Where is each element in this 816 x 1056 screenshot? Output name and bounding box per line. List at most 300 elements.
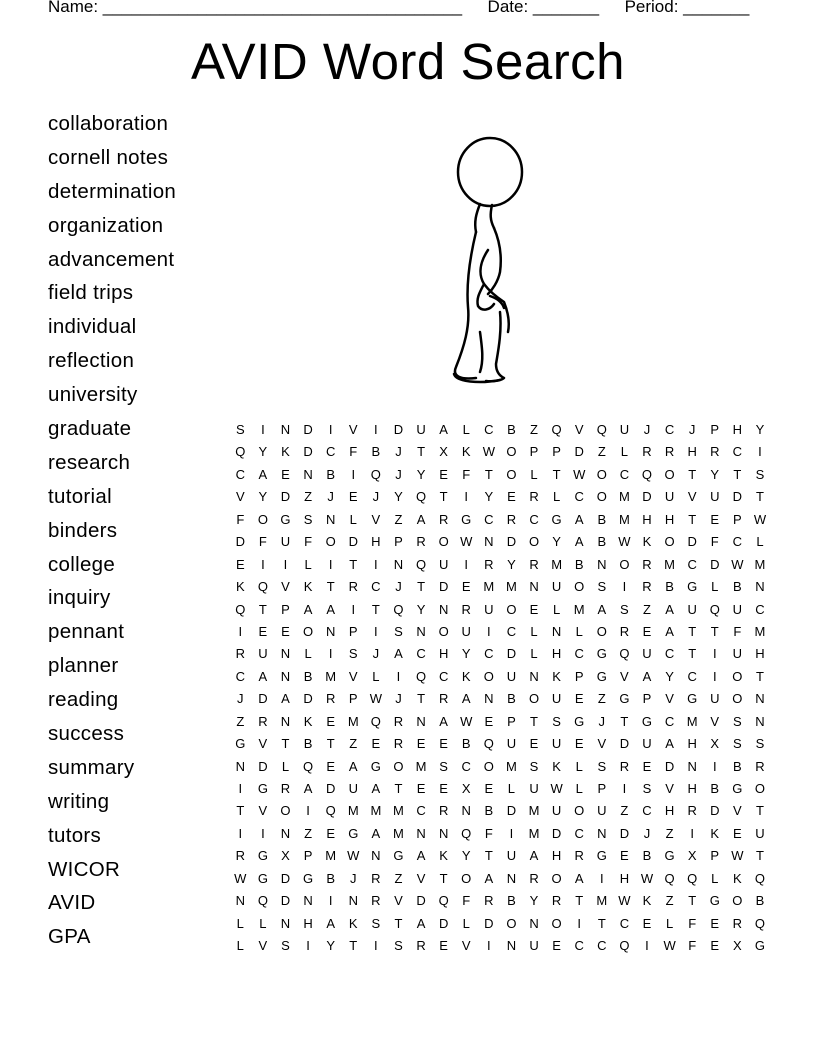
grid-letter: D bbox=[642, 489, 652, 505]
grid-letter: K bbox=[439, 848, 448, 864]
grid-letter: V bbox=[258, 803, 268, 819]
grid-letter: B bbox=[507, 893, 516, 909]
grid-letter: E bbox=[326, 825, 335, 841]
grid-letter: N bbox=[325, 511, 336, 527]
grid-letter: R bbox=[710, 444, 720, 460]
grid-letter: P bbox=[597, 781, 607, 796]
grid-letter: G bbox=[235, 736, 246, 752]
grid-letter: F bbox=[236, 511, 245, 527]
grid-letter: M bbox=[618, 511, 630, 527]
grid-letter: M bbox=[528, 825, 540, 841]
grid-letter: J bbox=[395, 691, 402, 707]
grid-letter: G bbox=[709, 893, 720, 909]
grid-letter: O bbox=[574, 803, 585, 819]
grid-letter: A bbox=[303, 601, 313, 617]
grid-letter: C bbox=[664, 646, 675, 662]
grid-letter: E bbox=[574, 736, 584, 752]
grid-letter: Q bbox=[754, 870, 766, 886]
grid-letter: Z bbox=[665, 825, 674, 841]
grid-letter: O bbox=[551, 870, 562, 886]
grid-letter: O bbox=[438, 534, 449, 550]
grid-letter: Q bbox=[257, 893, 268, 909]
grid-letter: I bbox=[374, 556, 378, 572]
grid-letter: C bbox=[574, 938, 584, 954]
grid-letter: B bbox=[574, 556, 584, 572]
grid-letter: A bbox=[258, 668, 268, 684]
grid-letter: G bbox=[551, 511, 562, 527]
grid-row bbox=[229, 533, 771, 555]
grid-letter: O bbox=[506, 915, 517, 931]
word-list-item: advancement bbox=[48, 247, 175, 271]
grid-letter: N bbox=[416, 825, 426, 841]
grid-letter: P bbox=[710, 848, 720, 864]
grid-letter: V bbox=[348, 422, 358, 437]
grid-letter: O bbox=[438, 623, 449, 639]
grid-letter: I bbox=[622, 781, 627, 796]
grid-letter: Q bbox=[709, 601, 720, 617]
grid-letter: H bbox=[664, 803, 675, 819]
grid-letter: G bbox=[257, 870, 268, 886]
grid-letter: U bbox=[280, 534, 291, 550]
grid-letter: D bbox=[732, 489, 743, 505]
grid-letter: A bbox=[574, 511, 584, 527]
grid-letter: Q bbox=[754, 915, 766, 931]
grid-letter: M bbox=[347, 803, 359, 819]
grid-letter: I bbox=[374, 422, 378, 437]
grid-letter: F bbox=[258, 534, 267, 550]
grid-letter: G bbox=[732, 781, 743, 796]
grid-letter: J bbox=[395, 444, 402, 460]
grid-letter: O bbox=[574, 579, 585, 595]
grid-letter: D bbox=[506, 534, 517, 550]
grid-letter: S bbox=[529, 758, 539, 774]
grid-letter: N bbox=[280, 713, 291, 729]
grid-letter: G bbox=[303, 870, 314, 886]
grid-letter: E bbox=[529, 736, 539, 752]
grid-letter: D bbox=[303, 691, 313, 707]
grid-letter: N bbox=[529, 668, 539, 684]
grid-row bbox=[229, 870, 771, 892]
grid-letter: I bbox=[464, 489, 469, 505]
grid-letter: N bbox=[597, 556, 607, 572]
grid-letter: Q bbox=[370, 466, 381, 482]
grid-letter: B bbox=[755, 893, 765, 909]
grid-row bbox=[229, 556, 771, 578]
grid-letter: M bbox=[325, 668, 337, 684]
grid-letter: U bbox=[687, 601, 697, 617]
grid-letter: A bbox=[371, 825, 381, 841]
grid-letter: S bbox=[755, 736, 765, 752]
grid-letter: L bbox=[304, 556, 312, 572]
grid-letter: B bbox=[484, 803, 494, 819]
grid-letter: Z bbox=[394, 870, 403, 886]
grid-letter: S bbox=[394, 938, 403, 954]
grid-letter: H bbox=[732, 422, 743, 437]
grid-letter: L bbox=[575, 781, 583, 796]
grid-letter: T bbox=[236, 803, 245, 819]
grid-letter: N bbox=[303, 893, 313, 909]
grid-letter: A bbox=[326, 915, 335, 931]
grid-letter: N bbox=[438, 601, 449, 617]
grid-letter: M bbox=[483, 579, 495, 595]
grid-letter: E bbox=[620, 848, 629, 864]
grid-letter: O bbox=[506, 444, 517, 460]
grid-letter: Q bbox=[235, 444, 246, 460]
grid-letter: N bbox=[416, 623, 426, 639]
grid-letter: H bbox=[687, 444, 697, 460]
word-list-item: field trips bbox=[48, 281, 134, 305]
grid-letter: I bbox=[464, 556, 469, 572]
grid-letter: Q bbox=[551, 422, 562, 437]
grid-letter: A bbox=[574, 534, 584, 550]
grid-letter: E bbox=[574, 691, 584, 707]
grid-letter: A bbox=[371, 781, 381, 796]
grid-letter: Q bbox=[619, 646, 630, 662]
grid-letter: C bbox=[755, 601, 765, 617]
grid-letter: T bbox=[688, 893, 697, 909]
grid-letter: V bbox=[665, 781, 674, 796]
grid-letter: V bbox=[687, 489, 697, 505]
grid-letter: N bbox=[687, 758, 697, 774]
grid-letter: K bbox=[552, 758, 561, 774]
grid-letter: Q bbox=[370, 713, 381, 729]
grid-letter: R bbox=[416, 938, 426, 954]
grid-letter: S bbox=[733, 736, 742, 752]
grid-letter: B bbox=[597, 511, 607, 527]
grid-letter: E bbox=[552, 938, 561, 954]
grid-letter: E bbox=[258, 623, 268, 639]
grid-letter: Y bbox=[461, 848, 471, 864]
grid-letter: I bbox=[374, 938, 378, 954]
grid-letter: C bbox=[732, 444, 743, 460]
grid-letter: F bbox=[349, 444, 358, 460]
grid-letter: D bbox=[506, 803, 517, 819]
grid-letter: E bbox=[529, 601, 539, 617]
grid-letter: A bbox=[348, 758, 358, 774]
grid-letter: U bbox=[619, 422, 630, 437]
word-list-item: tutorial bbox=[48, 484, 112, 508]
grid-letter: I bbox=[487, 623, 491, 639]
grid-letter: I bbox=[712, 646, 717, 662]
grid-letter: Q bbox=[415, 489, 427, 505]
grid-letter: V bbox=[416, 870, 426, 886]
grid-letter: M bbox=[596, 893, 608, 909]
grid-letter: I bbox=[261, 422, 265, 437]
grid-letter: U bbox=[551, 579, 562, 595]
word-list-item: success bbox=[48, 722, 125, 746]
grid-letter: R bbox=[484, 556, 494, 572]
grid-row bbox=[229, 645, 771, 667]
grid-row bbox=[229, 668, 771, 690]
grid-letter: I bbox=[599, 870, 604, 886]
grid-letter: L bbox=[620, 444, 628, 460]
grid-letter: J bbox=[395, 579, 402, 595]
grid-letter: E bbox=[642, 915, 652, 931]
grid-letter: J bbox=[327, 489, 334, 505]
grid-letter: D bbox=[303, 422, 313, 437]
grid-letter: C bbox=[574, 646, 584, 662]
grid-letter: G bbox=[461, 511, 472, 527]
grid-letter: T bbox=[439, 870, 448, 886]
grid-letter: C bbox=[664, 422, 675, 437]
grid-letter: T bbox=[755, 803, 764, 819]
grid-letter: D bbox=[393, 422, 404, 437]
grid-letter: P bbox=[348, 691, 358, 707]
grid-letter: E bbox=[281, 466, 290, 482]
grid-letter: D bbox=[574, 444, 584, 460]
grid-letter: H bbox=[438, 646, 449, 662]
grid-letter: U bbox=[664, 489, 675, 505]
grid-letter: C bbox=[687, 556, 697, 572]
grid-letter: C bbox=[371, 579, 381, 595]
grid-letter: Y bbox=[258, 444, 268, 460]
grid-letter: I bbox=[645, 938, 649, 954]
grid-letter: U bbox=[551, 691, 562, 707]
grid-letter: Q bbox=[461, 825, 472, 841]
grid-letter: N bbox=[235, 893, 245, 909]
grid-letter: C bbox=[529, 511, 539, 527]
grid-letter: J bbox=[688, 422, 696, 437]
grid-letter: R bbox=[529, 556, 539, 572]
grid-row bbox=[229, 825, 771, 847]
grid-letter: T bbox=[394, 781, 403, 796]
grid-letter: W bbox=[369, 691, 382, 707]
word-list-item: university bbox=[48, 383, 138, 407]
grid-letter: B bbox=[665, 579, 674, 595]
grid-letter: R bbox=[235, 646, 245, 662]
grid-letter: R bbox=[642, 579, 652, 595]
grid-letter: U bbox=[258, 646, 268, 662]
grid-letter: C bbox=[642, 803, 652, 819]
grid-letter: V bbox=[394, 893, 403, 909]
grid-letter: R bbox=[416, 534, 426, 550]
grid-letter: P bbox=[507, 713, 516, 729]
grid-letter: G bbox=[596, 646, 607, 662]
grid-letter: D bbox=[619, 825, 630, 841]
grid-letter: A bbox=[439, 422, 448, 437]
grid-letter: L bbox=[530, 466, 538, 482]
grid-letter: E bbox=[710, 915, 720, 931]
grid-letter: T bbox=[349, 938, 358, 954]
grid-letter: L bbox=[711, 870, 719, 886]
grid-letter: T bbox=[710, 623, 719, 639]
grid-row bbox=[229, 511, 771, 533]
grid-letter: B bbox=[507, 422, 516, 437]
grid-letter: U bbox=[642, 736, 652, 752]
grid-letter: A bbox=[326, 601, 335, 617]
grid-letter: N bbox=[280, 825, 291, 841]
grid-letter: Z bbox=[236, 713, 245, 729]
grid-letter: D bbox=[710, 803, 720, 819]
grid-letter: W bbox=[482, 444, 495, 460]
grid-letter: N bbox=[416, 713, 426, 729]
grid-letter: C bbox=[438, 668, 449, 684]
grid-letter: E bbox=[416, 736, 426, 752]
grid-letter: L bbox=[462, 422, 470, 437]
word-list-item: college bbox=[48, 552, 116, 576]
grid-letter: R bbox=[325, 691, 336, 707]
grid-letter: M bbox=[551, 556, 563, 572]
grid-row bbox=[229, 466, 771, 488]
grid-letter: H bbox=[664, 511, 675, 527]
grid-letter: A bbox=[439, 713, 448, 729]
grid-letter: Y bbox=[326, 938, 335, 954]
grid-letter: R bbox=[258, 713, 268, 729]
grid-letter: Y bbox=[552, 534, 561, 550]
grid-letter: I bbox=[396, 668, 401, 684]
grid-letter: V bbox=[574, 422, 584, 437]
name-field-label: Name: ______________________________________ bbox=[48, 0, 463, 16]
grid-letter: N bbox=[280, 422, 291, 437]
grid-letter: K bbox=[552, 668, 561, 684]
grid-letter: R bbox=[348, 579, 358, 595]
grid-letter: R bbox=[235, 848, 245, 864]
grid-letter: W bbox=[573, 466, 586, 482]
grid-letter: G bbox=[687, 579, 698, 595]
grid-letter: T bbox=[417, 579, 426, 595]
grid-letter: E bbox=[371, 736, 381, 752]
grid-letter: V bbox=[461, 938, 471, 954]
grid-letter: E bbox=[281, 623, 290, 639]
grid-letter: C bbox=[619, 915, 630, 931]
grid-letter: I bbox=[328, 422, 333, 437]
grid-letter: Z bbox=[620, 803, 629, 819]
grid-letter: R bbox=[438, 691, 449, 707]
grid-letter: Z bbox=[349, 736, 358, 752]
grid-letter: Q bbox=[415, 556, 427, 572]
grid-letter: H bbox=[642, 511, 652, 527]
grid-letter: U bbox=[484, 601, 494, 617]
grid-letter: S bbox=[235, 422, 245, 437]
grid-letter: W bbox=[731, 848, 744, 864]
grid-letter: Q bbox=[257, 579, 268, 595]
grid-letter: R bbox=[393, 736, 404, 752]
grid-letter: F bbox=[710, 534, 719, 550]
grid-letter: P bbox=[574, 668, 584, 684]
grid-letter: I bbox=[328, 556, 333, 572]
grid-letter: R bbox=[393, 713, 404, 729]
grid-letter: X bbox=[281, 848, 290, 864]
grid-letter: C bbox=[235, 466, 245, 482]
grid-letter: O bbox=[528, 534, 540, 550]
grid-letter: L bbox=[711, 579, 719, 595]
grid-letter: I bbox=[487, 938, 491, 954]
grid-letter: Q bbox=[325, 803, 336, 819]
grid-letter: M bbox=[415, 758, 427, 774]
grid-letter: G bbox=[348, 825, 359, 841]
word-list-item: determination bbox=[48, 179, 177, 203]
grid-letter: S bbox=[439, 758, 448, 774]
grid-letter: C bbox=[484, 646, 494, 662]
grid-letter: N bbox=[438, 825, 449, 841]
grid-letter: A bbox=[303, 781, 313, 796]
word-list bbox=[48, 110, 176, 957]
grid-letter: J bbox=[372, 646, 380, 662]
grid-letter: G bbox=[280, 511, 291, 527]
grid-letter: T bbox=[484, 466, 493, 482]
grid-letter: B bbox=[507, 691, 516, 707]
grid-letter: L bbox=[575, 758, 583, 774]
grid-letter: T bbox=[349, 556, 358, 572]
grid-letter: Y bbox=[416, 466, 426, 482]
grid-letter: E bbox=[642, 623, 652, 639]
grid-letter: W bbox=[550, 781, 563, 796]
grid-letter: N bbox=[506, 870, 517, 886]
grid-letter: Q bbox=[438, 893, 449, 909]
word-list-item: summary bbox=[48, 755, 135, 779]
grid-letter: V bbox=[258, 938, 268, 954]
grid-letter: M bbox=[506, 758, 517, 774]
grid-letter: I bbox=[261, 825, 265, 841]
grid-letter: D bbox=[303, 444, 313, 460]
grid-row bbox=[229, 758, 771, 780]
grid-letter: Y bbox=[258, 489, 268, 505]
grid-letter: V bbox=[733, 803, 742, 819]
grid-letter: R bbox=[461, 601, 471, 617]
grid-letter: H bbox=[687, 781, 697, 796]
grid-letter: Q bbox=[415, 668, 427, 684]
grid-letter: D bbox=[619, 736, 630, 752]
grid-letter: I bbox=[758, 444, 762, 460]
grid-letter: R bbox=[280, 781, 291, 796]
grid-letter: L bbox=[462, 915, 470, 931]
grid-letter: R bbox=[484, 893, 494, 909]
grid-letter: Y bbox=[529, 893, 539, 909]
word-list-item: reading bbox=[48, 688, 119, 712]
grid-letter: G bbox=[257, 848, 268, 864]
grid-letter: I bbox=[577, 915, 582, 931]
grid-letter: C bbox=[461, 758, 471, 774]
grid-letter: O bbox=[506, 601, 517, 617]
grid-letter: I bbox=[351, 466, 356, 482]
grid-letter: D bbox=[484, 915, 494, 931]
date-field-label: Date: _______ bbox=[487, 0, 600, 16]
word-list-item: cornell notes bbox=[48, 145, 169, 169]
grid-letter: R bbox=[506, 511, 517, 527]
grid-letter: Z bbox=[597, 691, 606, 707]
grid-letter: L bbox=[507, 781, 516, 796]
grid-letter: P bbox=[303, 848, 313, 864]
grid-letter: C bbox=[574, 825, 584, 841]
grid-letter: M bbox=[393, 803, 404, 819]
word-list-item: GPA bbox=[48, 925, 91, 949]
grid-letter: V bbox=[371, 511, 381, 527]
grid-letter: W bbox=[640, 870, 654, 886]
grid-letter: U bbox=[710, 489, 720, 505]
grid-letter: E bbox=[484, 713, 494, 729]
grid-letter: V bbox=[620, 668, 629, 684]
grid-letter: E bbox=[326, 758, 335, 774]
grid-letter: U bbox=[732, 601, 743, 617]
grid-letter: L bbox=[756, 534, 764, 550]
grid-letter: N bbox=[461, 803, 471, 819]
grid-letter: M bbox=[754, 556, 766, 572]
grid-letter: O bbox=[528, 691, 540, 707]
grid-letter: L bbox=[349, 511, 357, 527]
grid-letter: M bbox=[573, 601, 585, 617]
grid-letter: N bbox=[755, 691, 765, 707]
grid-letter: F bbox=[484, 825, 493, 841]
grid-letter: W bbox=[347, 848, 360, 864]
grid-letter: G bbox=[687, 691, 698, 707]
grid-letter: J bbox=[395, 466, 402, 482]
grid-letter: L bbox=[665, 915, 674, 931]
grid-letter: D bbox=[280, 893, 291, 909]
grid-letter: D bbox=[438, 915, 449, 931]
grid-letter: B bbox=[733, 579, 742, 595]
grid-letter: U bbox=[732, 646, 743, 662]
grid-letter: R bbox=[642, 444, 652, 460]
